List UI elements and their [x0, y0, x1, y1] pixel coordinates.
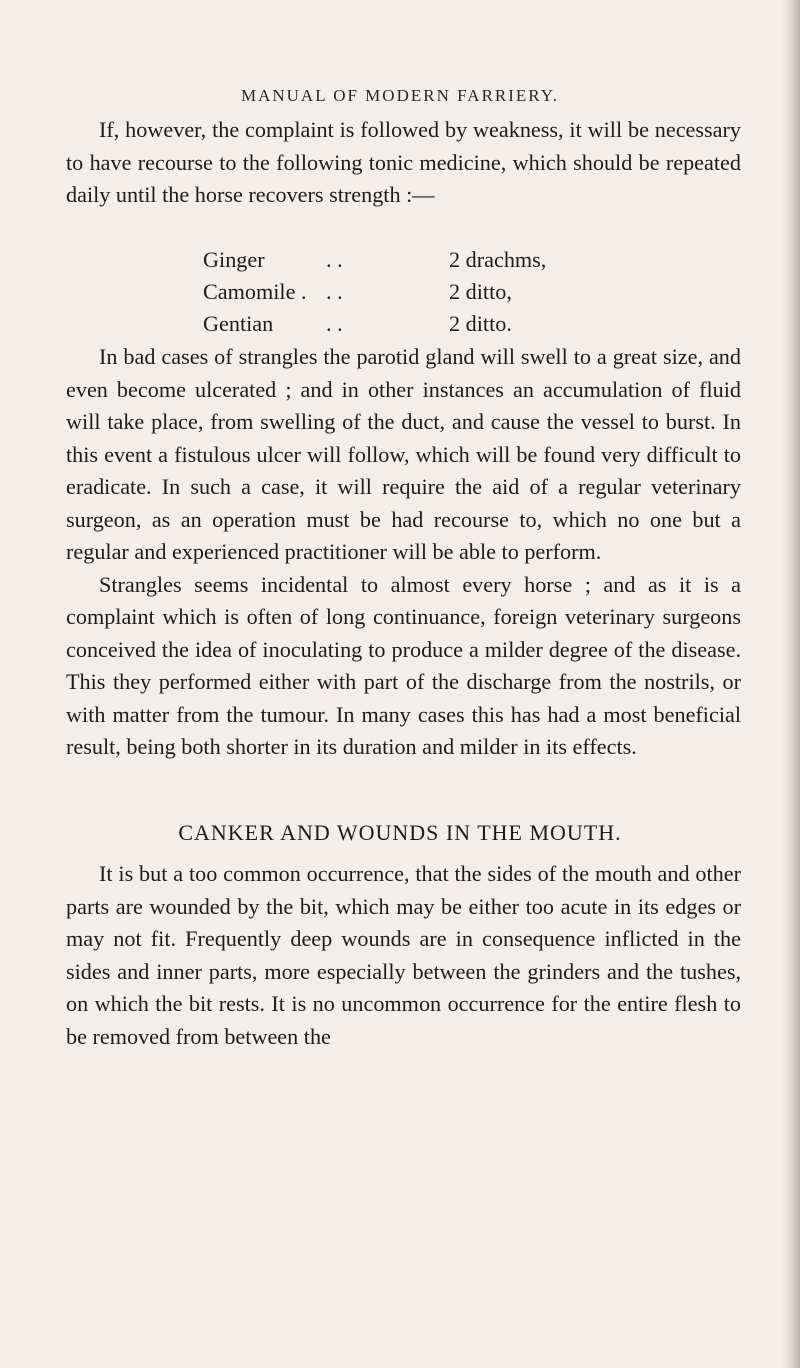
ingredient-name: Ginger — [203, 247, 265, 272]
recipe-block — [66, 244, 741, 342]
body-block — [66, 341, 741, 764]
canker-block — [66, 858, 741, 1053]
ingredient-name: Camomile . — [203, 279, 307, 304]
running-head: MANUAL OF MODERN FARRIERY. — [240, 86, 560, 105]
ingredient-quantity: 2 drachms, — [449, 247, 547, 272]
ingredient-quantity: 2 ditto. — [449, 311, 512, 336]
intro-block — [66, 114, 741, 212]
leader-dots: . . — [326, 247, 343, 272]
paragraph-tonic-medicine: If, however, the complaint is followed by weakness, it will be necessary to have recourse to the following tonic medicine, which should be repeated daily until the horse recovers strength :— — [66, 117, 741, 207]
recipe-item — [66, 276, 741, 308]
page-edge-shadow — [782, 0, 800, 1368]
leader-dots: . . — [326, 279, 343, 304]
paragraph-inoculation: Strangles seems incidental to almost every horse ; and as it is a complaint which is often of long continuance, foreign veterinary surgeons conceived the idea of inoculating to produce a milder degree of the disease. This they performed either with part of the discharge from the nostrils, or with matter from the tumour. In many cases this has had a most beneficial result, being both shorter in its duration and milder in its effects. — [66, 571, 741, 759]
recipe-item — [66, 308, 741, 340]
ingredient-quantity: 2 ditto, — [449, 279, 512, 304]
section-heading: CANKER AND WOUNDS IN THE MOUTH. — [178, 820, 622, 845]
recipe-list — [66, 244, 741, 344]
ingredient-name: Gentian — [203, 311, 274, 336]
leader-dots: . . — [326, 311, 343, 336]
recipe-item — [66, 244, 741, 276]
paragraph-parotid-gland: In bad cases of strangles the parotid gland will swell to a great size, and even become ulcerated ; and in other instances an accumulation of fluid will take place, from swelling of the duct, and cause the vessel to burst. In this event a fistulous ulcer will follow, which will be found very difficult to eradicate. In such a case, it will require the aid of a regular veterinary surgeon, as an operation must be had recourse to, which no one but a regular and experienced practitioner will be able to perform. — [66, 344, 741, 564]
paragraph-canker-wounds: It is but a too common occurrence, that the sides of the mouth and other parts are wounded by the bit, which may be either too acute in its edges or may not fit. Frequently deep wounds are in consequence inflicted in the sides and inner parts, more especially between the grinders and the tushes, on which the bit rests. It is no uncommon occurrence for the entire flesh to be removed from between the — [66, 861, 741, 1049]
